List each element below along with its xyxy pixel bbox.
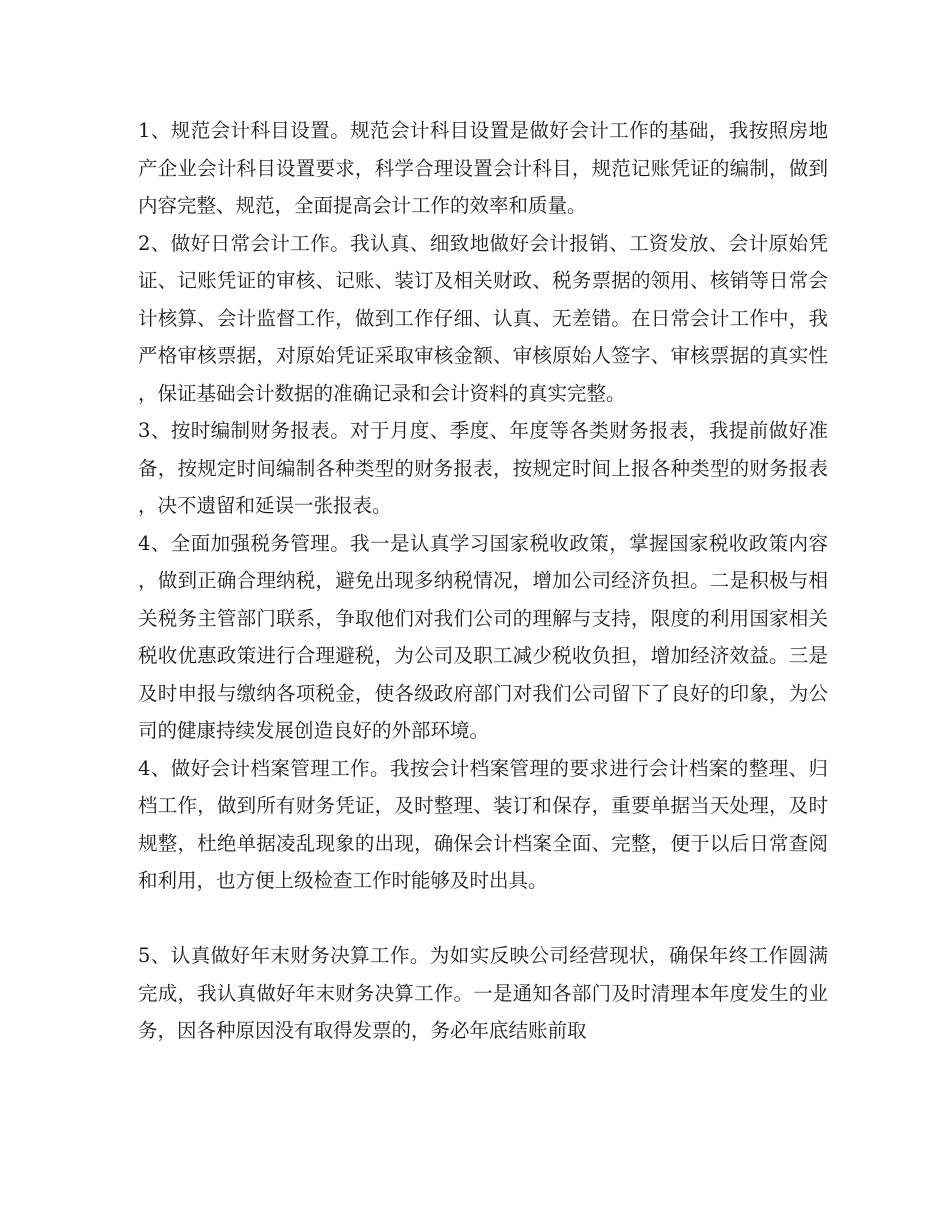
paragraph-3-financial-statements: 3、按时编制财务报表。对于月度、季度、年度等各类财务报表，我提前做好准备，按规定时间编制各种类型的财务报表，按规定时间上报各种类型的财务报表，决不遗留和延误一张报表。 bbox=[138, 419, 828, 517]
document-page bbox=[138, 112, 828, 1050]
paragraph-5-year-end-closing: 5、认真做好年末财务决算工作。为如实反映公司经营现状，确保年终工作圆满完成，我认真做好年末财务决算工作。一是通知各部门及时清理本年度发生的业务，因各种原因没有取得发票的，务必年底结账前取 bbox=[138, 944, 828, 1042]
paragraph-4-tax-management: 4、全面加强税务管理。我一是认真学习国家税收政策，掌握国家税收政策内容，做到正确合理纳税，避免出现多纳税情况，增加公司经济负担。二是积极与相关税务主管部门联系，争取他们对我们公司的理解与支持，限度的利用国家相关税收优惠政策进行合理避税，为公司及职工减少税收负担，增加经济效益。三是及时申报与缴纳各项税金，使各级政府部门对我们公司留下了良好的印象，为公司的健康持续发展创造良好的外部环境。 bbox=[138, 531, 828, 742]
paragraph-4-archive-management: 4、做好会计档案管理工作。我按会计档案管理的要求进行会计档案的整理、归档工作，做到所有财务凭证，及时整理、装订和保存，重要单据当天处理，及时规整，杜绝单据凌乱现象的出现，确保会计档案全面、完整，便于以后日常查阅和利用，也方便上级检查工作时能够及时出具。 bbox=[138, 756, 828, 892]
paragraph-1-chart-of-accounts: 1、规范会计科目设置。规范会计科目设置是做好会计工作的基础，我按照房地产企业会计科目设置要求，科学合理设置会计科目，规范记账凭证的编制，做到内容完整、规范，全面提高会计工作的效率和质量。 bbox=[138, 119, 828, 217]
paragraph-2-daily-accounting: 2、做好日常会计工作。我认真、细致地做好会计报销、工资发放、会计原始凭证、记账凭证的审核、记账、装订及相关财政、税务票据的领用、核销等日常会计核算、会计监督工作，做到工作仔细、认真、无差错。在日常会计工作中，我严格审核票据，对原始凭证采取审核金额、审核原始人签字、审核票据的真实性，保证基础会计数据的准确记录和会计资料的真实完整。 bbox=[138, 231, 828, 405]
